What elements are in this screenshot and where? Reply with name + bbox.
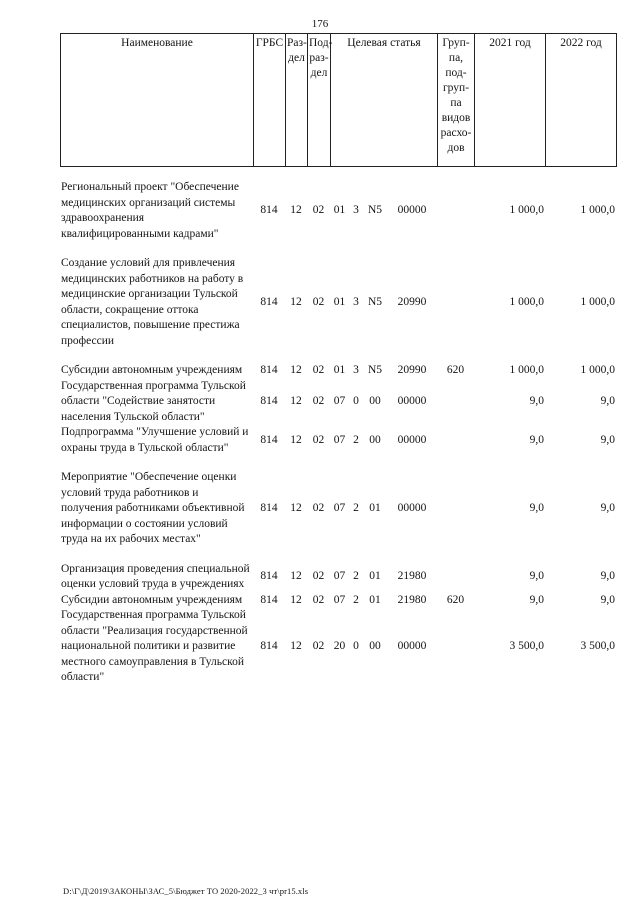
row-grbs: 814	[260, 570, 278, 583]
row-name: Создание условий для привлечения медицинских работников на работу в медицинские организации Тульской области, сокращение оттока специалистов, повышение престижа профессии	[61, 257, 244, 347]
row-expense-group	[437, 256, 474, 349]
header-podrazdel: Под-раз-дел	[308, 34, 331, 167]
table-row	[60, 180, 616, 242]
row-razdel: 12	[290, 395, 302, 407]
row-spacer-cell	[60, 548, 616, 562]
row-target-subprogram: 3	[353, 204, 359, 217]
row-name: Государственная программа Тульской области "Содействие занятости населения Тульской области"	[61, 379, 246, 423]
row-podrazdel: 02	[312, 395, 325, 407]
row-grbs: 814	[260, 364, 278, 376]
row-razdel: 12	[290, 295, 302, 308]
row-target-subprogram: 3	[353, 364, 359, 376]
row-target-event: 00	[369, 640, 381, 652]
row-podrazdel: 02	[312, 570, 325, 583]
row-podrazdel: 02	[312, 640, 325, 652]
row-target-subprogram: 2	[353, 570, 359, 583]
row-spacer	[60, 548, 616, 562]
row-name: Подпрограмма "Улучшение условий и охраны труда в Тульской области"	[61, 426, 249, 454]
row-target-program: 01	[333, 295, 346, 308]
row-podrazdel: 02	[312, 295, 325, 308]
row-target-direction: 00000	[397, 640, 427, 652]
row-name: Организация проведения специальной оценки условий труда в учреждениях	[61, 562, 250, 590]
row-target-direction: 21980	[397, 593, 427, 606]
row-amount-2021: 9,0	[529, 593, 544, 606]
row-target-event: 00	[369, 433, 381, 446]
row-amount-2021: 1 000,0	[509, 364, 544, 376]
row-target-direction: 20990	[397, 295, 427, 308]
row-amount-2022: 1 000,0	[580, 204, 615, 217]
header-2022: 2022 год	[546, 34, 617, 167]
table-row	[60, 256, 616, 349]
row-grbs: 814	[260, 295, 278, 308]
row-spacer	[60, 242, 616, 256]
row-target-program: 07	[333, 433, 346, 446]
header-target-article: Целевая статья	[331, 34, 438, 167]
row-podrazdel: 02	[312, 204, 325, 217]
row-name: Мероприятие "Обеспечение оценки условий труда работников и получения работниками объективной информации о состоянии условий труда на их рабочих местах"	[61, 471, 245, 545]
row-expense-group	[437, 379, 474, 426]
page-number: 176	[311, 18, 329, 30]
row-expense-group	[437, 425, 474, 456]
row-target-subprogram: 0	[353, 395, 359, 407]
table-row	[60, 363, 616, 379]
row-target-direction: 00000	[397, 204, 427, 217]
row-target-subprogram: 3	[353, 295, 359, 308]
row-name: Субсидии автономным учреждениям	[61, 593, 243, 606]
row-razdel: 12	[290, 640, 302, 652]
row-target-program: 07	[333, 593, 346, 606]
row-podrazdel: 02	[312, 593, 325, 606]
row-amount-2022: 1 000,0	[580, 364, 615, 376]
row-name: Региональный проект "Обеспечение медицинских организаций системы здравоохранения квалифицированными кадрами"	[61, 181, 239, 240]
row-expense-group	[437, 180, 474, 242]
header-razdel: Раз-дел	[286, 34, 308, 167]
table-row	[60, 562, 616, 593]
row-target-program: 07	[333, 502, 346, 514]
row-amount-2022: 1 000,0	[580, 295, 615, 308]
row-name: Субсидии автономным учреждениям	[61, 364, 243, 376]
row-target-event: 01	[369, 502, 381, 514]
row-target-event: 01	[369, 593, 381, 606]
row-amount-2021: 3 500,0	[509, 640, 544, 652]
table-row	[60, 379, 616, 426]
row-target-event: N5	[367, 364, 383, 376]
row-grbs: 814	[260, 502, 278, 514]
row-razdel: 12	[290, 502, 302, 514]
row-expense-group	[437, 470, 474, 548]
row-grbs: 814	[260, 640, 278, 652]
table-row	[60, 470, 616, 548]
row-razdel: 12	[290, 433, 302, 446]
row-grbs: 814	[260, 204, 278, 217]
row-target-direction: 00000	[397, 433, 427, 446]
row-expense-group: 620	[446, 364, 465, 376]
table-row	[60, 425, 616, 456]
row-podrazdel: 02	[312, 433, 325, 446]
row-target-subprogram: 2	[353, 502, 359, 514]
row-spacer-cell	[60, 242, 616, 256]
row-spacer	[60, 349, 616, 363]
row-amount-2022: 3 500,0	[580, 640, 615, 652]
row-expense-group	[437, 562, 474, 593]
file-path-footer: D:\Г\Д\2019\ЗАКОНЫ\ЗАС_5\Бюджет ТО 2020-2022_3 чт\pr15.xls	[63, 886, 309, 896]
row-razdel: 12	[290, 593, 302, 606]
row-amount-2022: 9,0	[600, 570, 615, 583]
row-amount-2022: 9,0	[600, 433, 615, 446]
header-expense-group: Груп-па, под-груп-па видов расхо-дов	[438, 34, 475, 167]
row-name: Государственная программа Тульской области "Реализация государственной национальной политики и развитие местного самоуправления в Тульской области"	[61, 609, 248, 683]
row-target-direction: 20990	[397, 364, 427, 376]
row-target-subprogram: 2	[353, 433, 359, 446]
row-target-program: 20	[333, 640, 346, 652]
table-header	[60, 33, 617, 167]
table-row	[60, 593, 616, 609]
row-target-event: 01	[369, 570, 381, 583]
row-amount-2022: 9,0	[600, 502, 615, 514]
row-razdel: 12	[290, 204, 302, 217]
row-grbs: 814	[260, 395, 278, 407]
row-razdel: 12	[290, 570, 302, 583]
row-spacer-cell	[60, 349, 616, 363]
row-amount-2021: 9,0	[529, 433, 544, 446]
row-amount-2022: 9,0	[600, 395, 615, 407]
header-2021: 2021 год	[475, 34, 546, 167]
row-amount-2021: 9,0	[529, 395, 544, 407]
row-target-direction: 00000	[397, 395, 427, 407]
row-amount-2022: 9,0	[600, 593, 615, 606]
row-target-program: 01	[333, 364, 346, 376]
table-row	[60, 608, 616, 686]
row-target-program: 07	[333, 570, 346, 583]
row-spacer	[60, 456, 616, 470]
budget-table	[60, 180, 616, 686]
header-name: Наименование	[61, 34, 254, 167]
row-target-event: 00	[369, 395, 381, 407]
row-spacer-cell	[60, 456, 616, 470]
row-expense-group: 620	[446, 593, 465, 606]
row-target-direction: 00000	[397, 502, 427, 514]
row-target-subprogram: 0	[353, 640, 359, 652]
header-grbs: ГРБС	[254, 34, 286, 167]
row-amount-2021: 1 000,0	[509, 204, 544, 217]
row-target-program: 01	[333, 204, 346, 217]
row-target-event: N5	[367, 204, 383, 217]
row-podrazdel: 02	[312, 502, 325, 514]
row-target-program: 07	[333, 395, 346, 407]
row-amount-2021: 9,0	[529, 502, 544, 514]
row-amount-2021: 9,0	[529, 570, 544, 583]
row-target-subprogram: 2	[353, 593, 359, 606]
row-target-direction: 21980	[397, 570, 427, 583]
row-grbs: 814	[260, 593, 278, 606]
row-target-event: N5	[367, 295, 383, 308]
row-grbs: 814	[260, 433, 278, 446]
row-expense-group	[437, 608, 474, 686]
row-amount-2021: 1 000,0	[509, 295, 544, 308]
row-razdel: 12	[290, 364, 302, 376]
row-podrazdel: 02	[312, 364, 325, 376]
